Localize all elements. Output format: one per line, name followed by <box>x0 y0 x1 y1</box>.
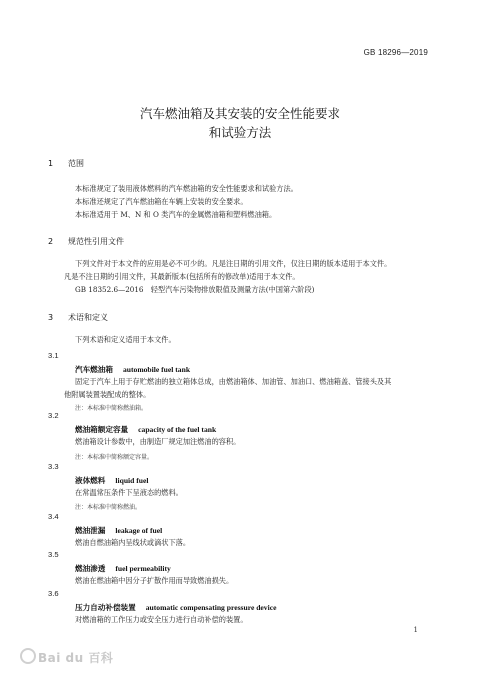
term-title <box>75 602 276 613</box>
term-number: 3.1 <box>48 351 59 360</box>
reference-line: GB 18352.6—2016 轻型汽车污染物排放限值及测量方法(中国第六阶段) <box>75 285 315 294</box>
term-en: capacity of the fuel tank <box>138 425 217 434</box>
paragraph-line: 下列文件对于本文件的应用是必不可少的。凡是注日期的引用文件，仅注日期的版本适用于本文件。 <box>75 259 392 268</box>
term-zh: 液体燃料 <box>75 476 106 485</box>
section-title: 规范性引用文件 <box>68 237 124 246</box>
term-title <box>75 563 171 574</box>
title-line-2: 和试验方法 <box>208 125 272 140</box>
paragraph-line: 下列术语和定义适用于本文件。 <box>75 335 176 344</box>
section-title: 术语和定义 <box>68 313 108 322</box>
paragraph-line: 凡是不注日期的引用文件，其最新版本(包括所有的修改单)适用于本文件。 <box>64 272 300 281</box>
term-zh: 汽车燃油箱 <box>75 365 113 374</box>
term-number: 3.5 <box>48 550 59 559</box>
term-title <box>75 424 216 435</box>
term-en: automobile fuel tank <box>122 365 191 374</box>
term-note: 注：本标准中简称额定容量。 <box>75 454 154 461</box>
term-en: fuel permeability <box>115 564 171 573</box>
term-zh: 燃油箱额定容量 <box>75 425 129 434</box>
paragraph-line: 本标准还规定了汽车燃油箱在车辆上安装的安全要求。 <box>75 197 248 206</box>
section-title: 范围 <box>68 159 84 168</box>
term-title <box>75 475 149 486</box>
paw-logo-icon <box>20 648 36 664</box>
term-number: 3.6 <box>48 589 59 598</box>
section-number: 3 <box>48 313 54 322</box>
term-title <box>75 364 190 375</box>
term-definition <box>75 536 190 549</box>
title-line-1: 汽车燃油箱及其安装的安全性能要求 <box>139 106 340 121</box>
term-number: 3.4 <box>48 512 59 521</box>
section-heading-2 <box>48 236 124 247</box>
term-note: 注：本标准中简称燃油箱。 <box>75 405 148 412</box>
term-title <box>75 525 162 536</box>
term-definition <box>75 574 233 587</box>
section-number: 1 <box>48 159 54 168</box>
definition-line: 他附属装置装配成的整体。 <box>64 390 151 399</box>
section-2-body <box>64 257 437 296</box>
watermark-text: Bai du 百科 <box>38 651 114 665</box>
definition-line: 燃油在燃油箱中因分子扩散作用而导致燃油损失。 <box>75 576 234 585</box>
term-en: liquid fuel <box>115 476 149 485</box>
section-heading-1 <box>48 158 84 169</box>
term-number: 3.3 <box>48 462 59 471</box>
document-title <box>0 104 480 142</box>
paragraph-line: 本标准规定了装用液体燃料的汽车燃油箱的安全性能要求和试验方法。 <box>75 184 298 193</box>
section-number: 2 <box>48 237 54 246</box>
section-1-body <box>75 182 437 221</box>
term-zh: 压力自动补偿装置 <box>75 603 136 612</box>
page-number: 1 <box>413 626 418 634</box>
watermark <box>20 648 113 666</box>
term-number: 3.2 <box>48 411 59 420</box>
definition-line: 在常温常压条件下呈液态的燃料。 <box>75 488 183 497</box>
term-note: 注：本标准中简称燃油。 <box>75 504 142 511</box>
section-heading-3 <box>48 312 108 323</box>
term-definition <box>75 613 248 626</box>
standard-code: GB 18296—2019 <box>363 48 428 57</box>
definition-line: 固定于汽车上用于存贮燃油的独立箱体总成，由燃油箱体、加油管、加油口、燃油箱盖、管接头及其 <box>75 377 392 386</box>
definition-line: 燃油箱设计参数中，由制造厂规定加注燃油的容积。 <box>75 437 241 446</box>
term-definition <box>75 435 240 448</box>
term-en: leakage of fuel <box>115 526 163 535</box>
definition-line: 对燃油箱的工作压力或安全压力进行自动补偿的装置。 <box>75 615 248 624</box>
definition-line: 燃油自燃油箱内呈线状或滴状下落。 <box>75 538 191 547</box>
term-zh: 燃油泄漏 <box>75 526 106 535</box>
section-3-body <box>75 333 437 346</box>
paragraph-line: 本标准适用于 M、N 和 O 类汽车的金属燃油箱和塑料燃油箱。 <box>75 210 277 219</box>
term-zh: 燃油渗透 <box>75 564 106 573</box>
term-definition <box>64 375 392 401</box>
term-en: automatic compensating pressure device <box>145 603 277 612</box>
term-definition <box>75 486 183 499</box>
